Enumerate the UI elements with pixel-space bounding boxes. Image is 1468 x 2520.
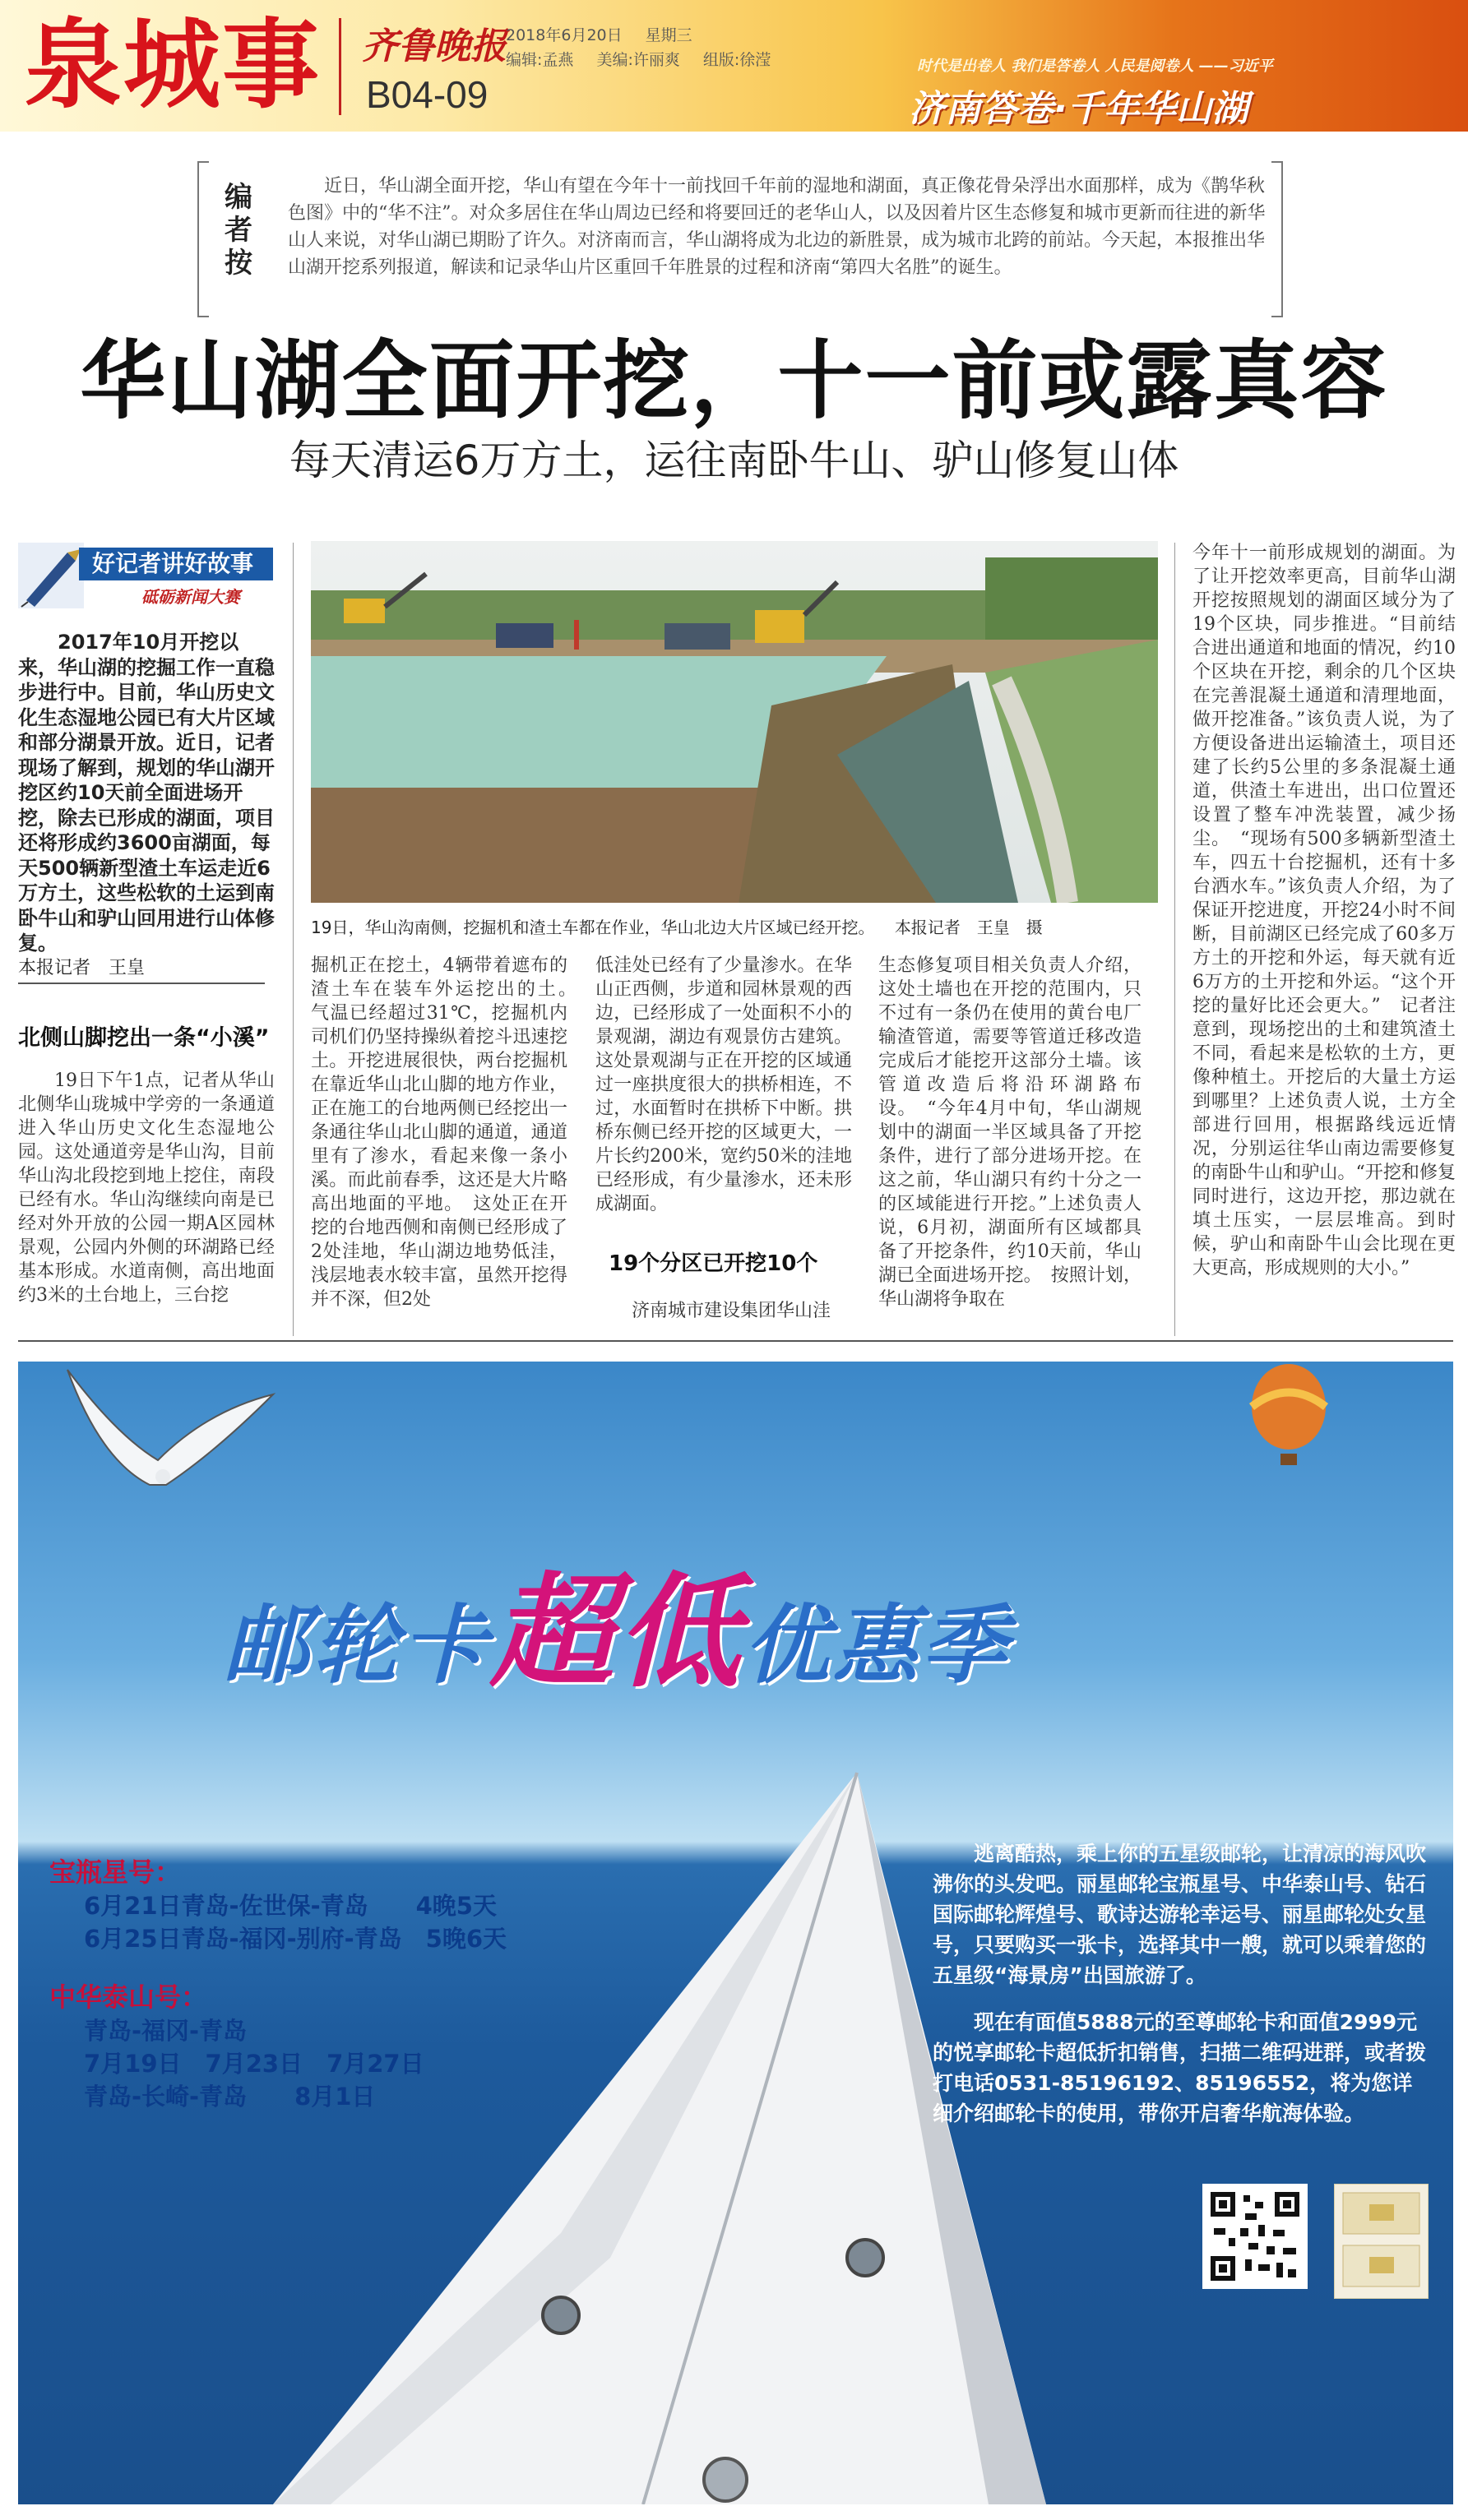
qr-code-icon — [1207, 2189, 1303, 2284]
editor-note-label: 编者按 — [225, 181, 252, 280]
editor-note-text: 近日，华山湖全面开挖，华山有望在今年十一前找回千年前的湿地和湖面，真正像花骨朵浮出水面那样，成为《鹊华秋色图》中的“华不注”。对众多居住在华山周边已经和将要回迁的老华山人，以及因着片区生态修复和城市更新而往进的新华山人来说，对华山湖已期盼了许久。对济南而言，华山湖将成为北边的新胜景，成为城市北跨的前站。今天起，本报推出华山湖开挖系列报道，解读和记录华山片区重回千年胜景的过程和济南“第四大名胜”的诞生。 — [288, 176, 1266, 278]
ship-1-name: 宝瓶星号： — [49, 1856, 182, 1888]
photo-caption — [311, 914, 1158, 938]
byline: 本报记者 王皇 — [18, 958, 146, 978]
slogan: 时代是出卷人 我们是答卷人 人民是阅卷人 ——习近平 — [917, 58, 1273, 75]
editor-note — [197, 161, 1283, 317]
column-divider — [293, 543, 294, 1336]
body-column-3: 低洼处已经有了少量渗水。在华山正西侧，步道和园林景观的西边，已经形成了一处面积不小的景观湖，湖边有观景仿古建筑。这处景观湖与正在开挖的区域通过一座拱度很大的拱桥相连，不过，水面暂时在拱桥下中断。拱桥东侧已经开挖的区域更大，一片长约200米，宽约50米的洼地已经形成，有少量渗水，还未形成湖面。 — [595, 955, 852, 1214]
ad-title — [224, 1561, 1011, 1704]
issue-weekday: 星期三 — [645, 26, 692, 44]
column-divider — [1174, 543, 1175, 1336]
route-schedule — [49, 1855, 576, 2113]
badge-subtitle: 砥砺新闻大赛 — [141, 587, 240, 607]
designer-credit: 美编:许丽爽 — [596, 51, 680, 69]
ad-title-prefix: 邮轮卡 — [224, 1595, 491, 1695]
ship-1-route: 6月21日青岛-佐世保-青岛 4晚5天 — [84, 1892, 497, 1920]
ship-2-route: 青岛-长崎-青岛 8月1日 — [84, 2083, 376, 2111]
lead-paragraph: 2017年10月开挖以来，华山湖的挖掘工作一直稳步进行中。目前，华山历史文化生态湿地公园已有大片区域和部分湖景开放。近日，记者现场了解到，规划的华山湖开挖区约10天前全面进场开挖，除去已形成的湖面，项目还将形成约3600亩湖面，每天500辆新型渣土车运走近6万方土，这些松软的土运到南卧牛山和驴山回用进行山体修复。 — [18, 631, 275, 955]
ad-title-suffix: 优惠季 — [743, 1595, 1011, 1695]
note-bracket-right — [1271, 161, 1283, 317]
body-column-1: 19日下午1点，记者从华山北侧华山珑城中学旁的一条通道进入华山历史文化生态湿地公园。这处通道旁是华山沟，目前华山沟北段挖到地上挖住，南段已经有水。华山沟继续向南是已经对外开放的公园一期A区园林景观，公园内外侧的环湖路已经基本形成。水道南侧，高出地面约3米的土台地上，三台挖 — [18, 1070, 275, 1306]
badge-title: 好记者讲好故事 — [79, 548, 273, 580]
ad-copy-2: 现在有面值5888元的至尊邮轮卡和面值2999元的悦享邮轮卡超低折扣销售，扫描二维码进群，或者拨打电话0531-85196192、85196552，将为您详细介绍邮轮卡的使用，带你开启奢华航海体验。 — [933, 2010, 1427, 2125]
issue-date: 2018年6月20日 — [506, 26, 623, 44]
headline: 华山湖全面开挖，十一前或露真容 — [80, 331, 1388, 431]
ship-2-route: 7月19日 7月23日 7月27日 — [84, 2050, 424, 2078]
column-rule — [18, 983, 265, 984]
masthead — [0, 0, 1468, 132]
photo-caption-text: 19日，华山沟南侧，挖掘机和渣土车都在作业，华山北边大片区域已经开挖。 — [311, 918, 875, 937]
proofreader-credit: 组版:徐滢 — [702, 51, 771, 69]
masthead-divider — [339, 18, 341, 115]
ship-1-route: 6月25日青岛-福冈-别府-青岛 5晚6天 — [84, 1925, 507, 1953]
subheadline: 每天清运6万方土，运往南卧牛山、驴山修复山体 — [289, 437, 1179, 484]
fountain-pen-icon — [18, 543, 84, 608]
construction-photo — [311, 541, 1158, 903]
ad-copy-1: 逃离酷热，乘上你的五星级邮轮，让清凉的海风吹沸你的头发吧。丽星邮轮宝瓶星号、中华泰山号、钻石国际邮轮辉煌号、歌诗达游轮幸运号、丽星邮轮处女星号，只要购买一张卡，选择其中一艘，就可以乘着您的五星级“海景房”出国旅游了。 — [933, 1842, 1427, 1987]
construction-scene-illustration — [311, 541, 1158, 903]
page-code: B04-09 — [366, 73, 489, 116]
subhead-zones: 19个分区已开挖10个 — [609, 1251, 818, 1276]
body-column-5: 今年十一前形成规划的湖面。为了让开挖效率更高，目前华山湖开挖按照规划的湖面区域分为了19个区块，同步推进。“目前结合进出通道和地面的情况，约10个区块在开挖，剩余的几个区块在完善混凝土通道和清理地面，做开挖准备。”该负责人说，为了方便设备进出运输渣土，项目还建了长约5公里的多条混凝土通道，供渣土车进出，出口位置还设置了整车冲洗装置，减少扬尘。 “现场有500多辆新型渣土车，四五十台挖掘机，还有十多台洒水车。”该负责人介绍，为了保证开挖进度，开挖24小时不间断，目前湖区已经完成了60多万方土的开挖和外运，每天就有近6万方的土开挖和外运。“这个开挖的量好比还会更大。” 记者注意到，现场挖出的土和建筑渣土不同，看起来是松软的土方，更像种植土。开挖后的大量土方运到哪里？上述负责人说，土方全部进行回用，根据路线远近情况，分别运往华山南边需要修复的南卧牛山和驴山。“开挖和修复同时进行，这边开挖，那边就在填土压实，一层层堆高。到时候，驴山和南卧牛山会比现在更大更高，形成规则的大小。” — [1192, 543, 1456, 1278]
paper-logo: 齐鲁晚报 — [362, 25, 507, 67]
body-column-3b: 济南城市建设集团华山洼 — [632, 1301, 831, 1321]
ship-2-name: 中华泰山号： — [49, 1981, 208, 2013]
note-bracket-left — [197, 161, 209, 317]
cruise-card-image — [1334, 2184, 1429, 2299]
body-column-4: 生态修复项目相关负责人介绍，这处土墙也在开挖的范围内，只不过有一条仍在使用的黄台电厂输渣管道，需要等管道迁移改造完成后才能挖开这部分土墙。该管道改造后将沿环湖路布设。 “今年4月中旬，华山湖规划中的湖面一半区域具备了开挖条件，进行了部分进场开挖。在这之前，华山湖只有约十分之一的区域能进行开挖。”上述负责人说，6月初，湖面所有区域都具备了开挖条件，约10天前，华山湖已全面进场开挖。 按照计划，华山湖将争取在 — [878, 955, 1142, 1310]
hot-air-balloon-icon — [1252, 1364, 1326, 1465]
column-name: 济南答卷·千年华山湖 — [909, 88, 1248, 130]
issue-meta — [506, 23, 789, 72]
cruise-advertisement — [18, 1362, 1453, 2504]
subhead-stream: 北侧山脚挖出一条“小溪” — [18, 1025, 270, 1051]
seagull-icon — [67, 1370, 273, 1485]
editor-credit: 编辑:孟燕 — [506, 51, 574, 69]
section-title: 泉城事 — [25, 8, 322, 122]
card-package-icon — [1335, 2185, 1428, 2298]
photo-credit: 本报记者 王皇 摄 — [894, 918, 1043, 937]
reporter-badge — [18, 543, 273, 608]
section-rule — [18, 1340, 1453, 1342]
qr-code[interactable] — [1202, 2184, 1308, 2289]
ad-title-highlight: 超低 — [490, 1561, 744, 1704]
ship-2-route: 青岛-福冈-青岛 — [84, 2017, 248, 2045]
body-column-2: 掘机正在挖土，4辆带着遮布的渣土车在装车外运挖出的土。 气温已经超过31℃，挖掘机内司机们仍坚持操纵着挖斗迅速挖土。开挖进展很快，两台挖掘机在靠近华山北山脚的地方作业，正在施工的台地两侧已经挖出一条通往华山北山脚的通道，通道里有了渗水，看起来像一条小溪。而此前春季，这还是大片略高出地面的平地。 这处正在开挖的台地西侧和南侧已经形成了2处洼地，华山湖边地势低洼，浅层地表水较丰富，虽然开挖得并不深，但2处 — [311, 955, 586, 1310]
